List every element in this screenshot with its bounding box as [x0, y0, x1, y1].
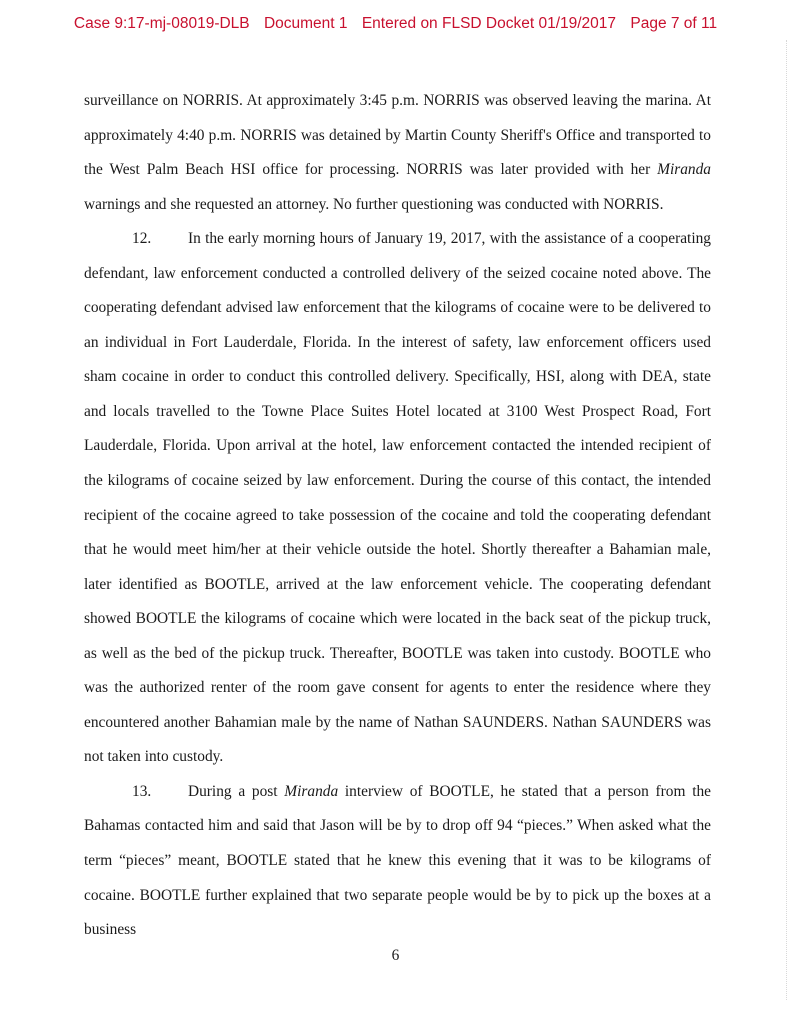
paragraph-text: In the early morning hours of January 19, 2017, with the assistance of a cooperating defendant, law enforcement conducted a controlled delivery of the seized cocaine noted above. The cooperating defendant advised law enforcement that the kilograms of cocaine were to be delivered to an individual in Fort Lauderdale, Florida. In the interest of safety, law enforcement officers used sham cocaine in order to conduct this controlled delivery. Specifically, HSI, along with DEA, state and locals travelled to the Towne Place Suites Hotel located at 3100 West Prospect Road, Fort Lauderdale, Florida. Upon arrival at the hotel, law enforcement contacted the intended recipient of the kilograms of cocaine seized by law enforcement. During the course of this contact, the intended recipient of the cocaine agreed to take possession of the cocaine and told the cooperating defendant that he would meet him/her at their vehicle outside the hotel. Shortly thereafter a Bahamian male, later identified as BOOTLE, arrived at the law enforcement vehicle. The cooperating defendant showed BOOTLE the kilograms of cocaine which were located in the back seat of the pickup truck, as well as the bed of the pickup truck. Thereafter, BOOTLE was taken into custody. BOOTLE who was the authorized renter of the room gave consent for agents to enter the residence where they encountered another Bahamian male by the name of Nathan SAUNDERS. Nathan SAUNDERS was not taken into custody.	[84, 230, 711, 766]
paragraph-italic: Miranda	[284, 782, 339, 800]
page-number: 6	[391, 947, 400, 964]
docket-page-count: Page 7 of 11	[630, 15, 718, 32]
paragraph-continuation	[84, 84, 711, 222]
docket-document-number: Document 1	[263, 15, 348, 32]
paragraph-number: 13.	[132, 782, 152, 800]
docket-entered-date: Entered on FLSD Docket 01/19/2017	[361, 15, 617, 32]
document-body	[84, 84, 711, 948]
paragraph-number: 12.	[132, 230, 152, 248]
paragraph-text: During a post	[188, 782, 285, 800]
paragraph-text-after: interview of BOOTLE, he stated that a person from the Bahamas contacted him and said that Jason will be by to drop off 94 “pieces.” When asked what the term “pieces” meant, BOOTLE stated that he knew this evening that it was to be kilograms of cocaine. BOOTLE further explained that two separate people would be by to pick up the boxes at a business	[84, 782, 711, 939]
docket-header	[0, 15, 791, 33]
docket-case-number: Case 9:17-mj-08019-DLB	[73, 15, 250, 32]
paragraph-12	[84, 222, 711, 775]
paragraph-13	[84, 775, 711, 948]
paragraph-italic: Miranda	[657, 161, 711, 179]
paragraph-text: surveillance on NORRIS. At approximately 3:45 p.m. NORRIS was observed leaving the marina. At approximately 4:40 p.m. NORRIS was detained by Martin County Sheriff's Office and transported to the West Palm Beach HSI office for processing. NORRIS was later provided with her	[84, 92, 711, 179]
paragraph-text-after: warnings and she requested an attorney. No further questioning was conducted with NORRIS.	[84, 195, 664, 213]
scan-edge-divider	[783, 40, 787, 1000]
